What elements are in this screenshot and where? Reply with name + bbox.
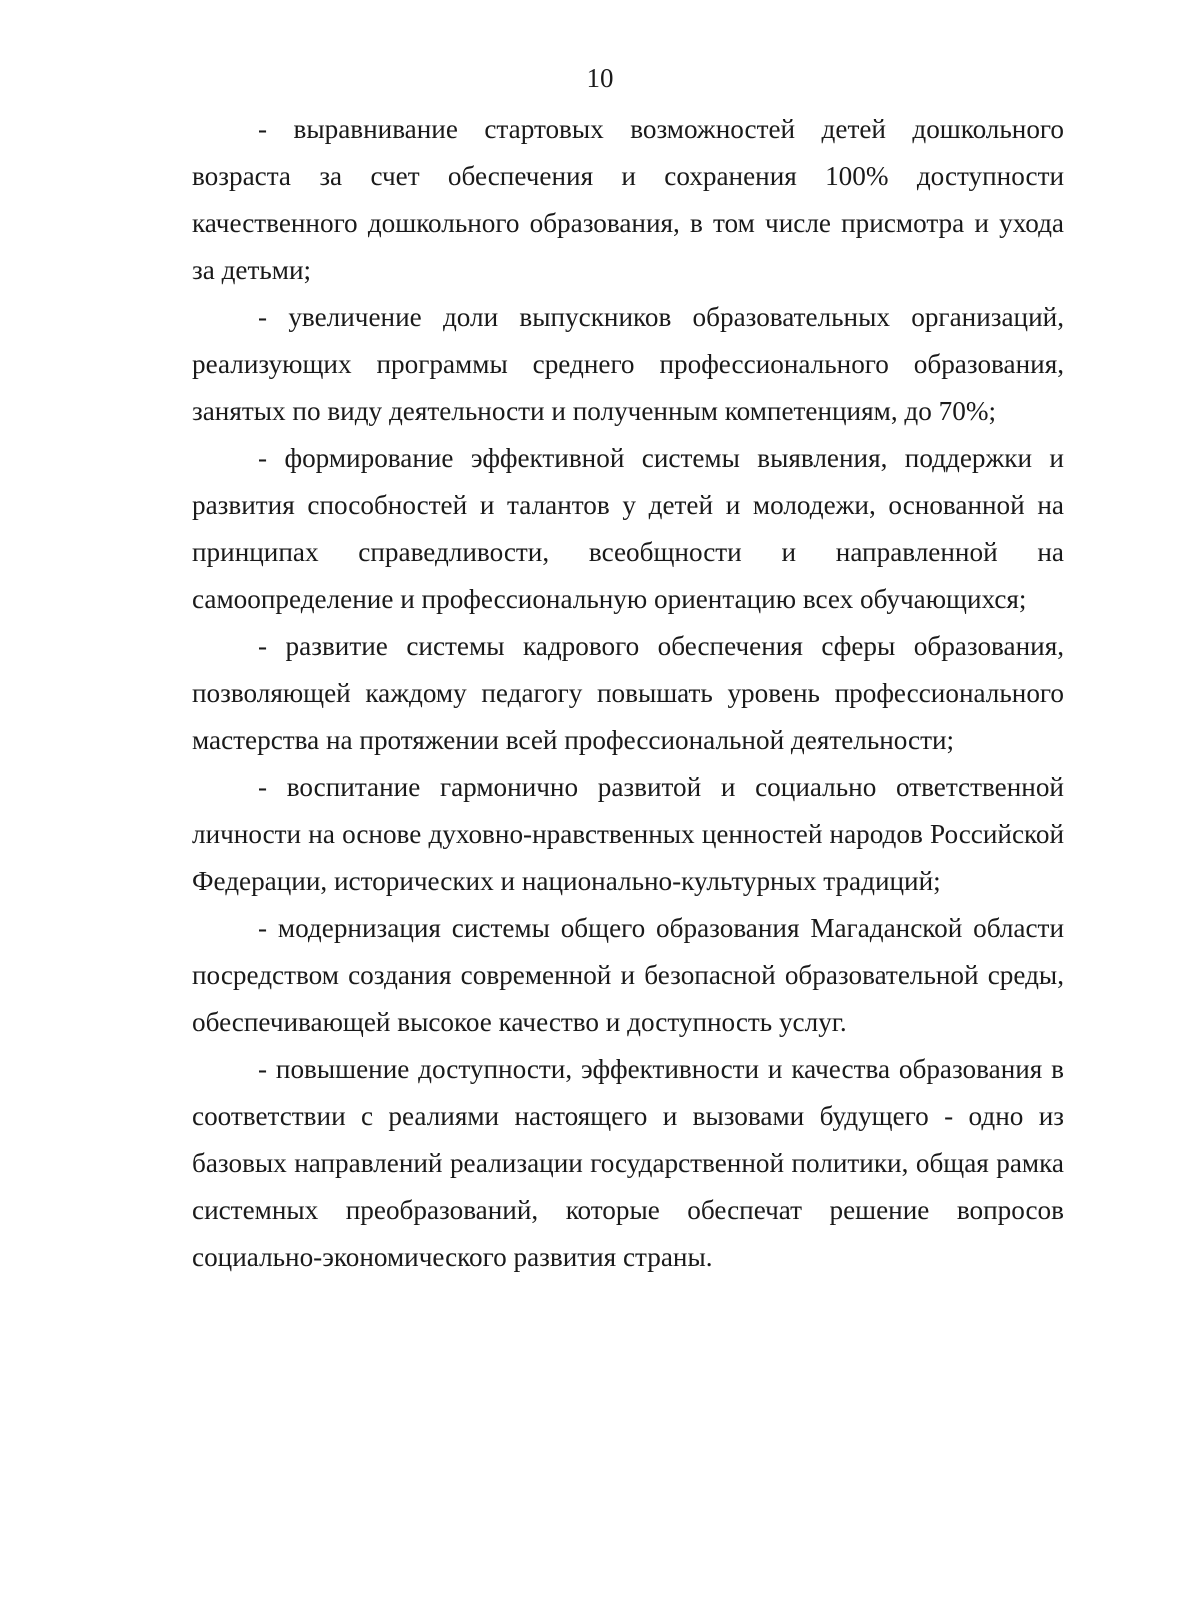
list-item: - воспитание гармонично развитой и социально ответственной личности на основе духовно-нравственных ценностей народов Российской Федерации, исторических и национально-культурных традиций; xyxy=(192,772,1064,896)
list-item: - повышение доступности, эффективности и качества образования в соответствии с реалиями настоящего и вызовами будущего - одно из базовых направлений реализации государственной политики, общая рамка системных преобразований, которые обеспечат решение вопросов социально-экономического развития страны. xyxy=(192,1054,1064,1272)
list-item: - выравнивание стартовых возможностей детей дошкольного возраста за счет обеспечения и сохранения 100% доступности качественного дошкольного образования, в том числе присмотра и ухода за детьми; xyxy=(192,114,1064,285)
page-number: 10 xyxy=(586,63,614,93)
list-item: - развитие системы кадрового обеспечения сферы образования, позволяющей каждому педагогу повышать уровень профессионального мастерства на протяжении всей профессиональной деятельности; xyxy=(192,631,1064,755)
list-item: - увеличение доли выпускников образовательных организаций, реализующих программы среднего профессионального образования, занятых по виду деятельности и полученным компетенциям, до 70%; xyxy=(192,302,1064,426)
document-body xyxy=(192,106,1064,1281)
list-item: - модернизация системы общего образования Магаданской области посредством создания современной и безопасной образовательной среды, обеспечивающей высокое качество и доступность услуг. xyxy=(192,913,1064,1037)
list-item: - формирование эффективной системы выявления, поддержки и развития способностей и талантов у детей и молодежи, основанной на принципах справедливости, всеобщности и направленной на самоопределение и профессиональную ориентацию всех обучающихся; xyxy=(192,443,1064,614)
